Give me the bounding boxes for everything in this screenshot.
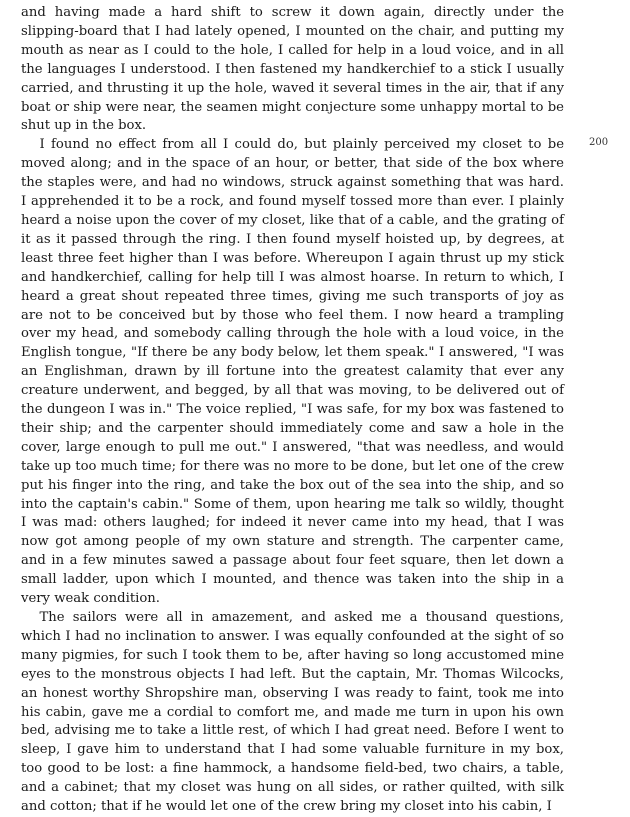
paragraph-sailors: The sailors were all in amazement, and asked me a thousand questions, which I had no inclination to answer. I was equally confounded at the sight of so many pigmies, for such I took them to be, after having so long accustomed mine eyes to the monstrous objects I had left. But the captain, Mr. Thomas Wilcocks, an honest worthy Shropshire man, observing I was ready to faint, took me into his cabin, gave me a cordial to comfort me, and made me turn in upon his own bed, advising me to take a little rest, of which I had great need. Before I went to sleep, I gave him to understand that I had some valuable furniture in my box, too good to be lost: a fine hammock, a handsome field-bed, two chairs, a table, and a cabinet; that my closet was hung on all sides, or rather quilted, with silk and cotton; that if he would let one of the crew bring my closet into his cabin, I — [21, 610, 564, 815]
page-number: 200 — [589, 137, 609, 148]
paragraph-continuation: and having made a hard shift to screw it down again, directly under the slipping-board that I had lately opened, I mounted on the chair, and putting my mouth as near as I could to the hole, I called for help in a loud voice, and in all the languages I understood. I then fastened my handkerchief to a stick I usually carried, and thrusting it up the hole, waved it several times in the air, that if any boat or ship were near, the seamen might conjecture some unhappy mortal to be shut up in the box. — [21, 5, 564, 134]
paragraph-rescue: I found no effect from all I could do, but plainly perceived my closet to be moved along; and in the space of an hour, or better, that side of the box where the staples were, and had no windows, struck against something that was hard. I apprehended it to be a rock, and found myself tossed more than ever. I plainly heard a noise upon the cover of my closet, like that of a cable, and the grating of it as it passed through the ring. I then found myself hoisted up, by degrees, at least three feet higher than I was before. Whereupon I again thrust up my stick and handkerchief, calling for help till I was almost hoarse. In return to which, I heard a great shout repeated three times, giving me such transports of joy as are not to be conceived but by those who feel them. I now heard a trampling over my head, and somebody calling through the hole with a loud voice, in the English tongue, "If there be any body below, let them speak." I answered, "I was an Englishman, drawn by ill fortune into the greatest calamity that ever any creature underwent, and begged, by all that was moving, to be delivered out of the dungeon I was in." The voice replied, "I was safe, for my box was fastened to their ship; and the carpenter should immediately come and saw a hole in the cover, large enough to pull me out." I answered, "that was needless, and would take up too much time; for there was no more to be done, but let one of the crew put his finger into the ring, and take the box out of the sea into the ship, and so into the captain's cabin." Some of them, upon hearing me talk so wildly, thought I was mad: others laughed; for indeed it never came into my head, that I was now got among people of my own stature and strength. The carpenter came, and in a few minutes sawed a passage about four feet square, then let down a small ladder, upon which I mounted, and thence was taken into the ship in a very weak condition. — [21, 137, 564, 607]
page-body — [21, 4, 564, 817]
